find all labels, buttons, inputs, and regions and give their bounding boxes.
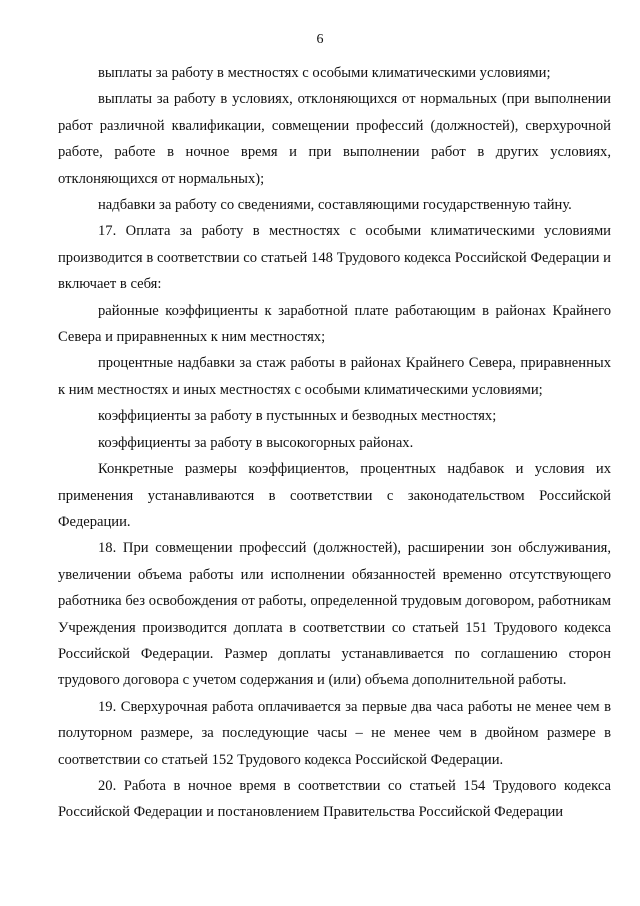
- paragraph-item-20: 20. Работа в ночное время в соответствии со статьей 154 Трудового кодекса Российской Федерации и постановлением Правительства Российской Федерации: [58, 777, 611, 821]
- page-number: 6: [316, 32, 324, 47]
- document-body: [58, 60, 611, 826]
- paragraph-state-secret-allowance: надбавки за работу со сведениями, составляющими государственную тайну.: [98, 197, 572, 214]
- paragraph-regional-coefficients: районные коэффициенты к заработной плате работающим в районах Крайнего Севера и приравненных к ним местностях;: [58, 302, 611, 346]
- paragraph-climatic-payments: выплаты за работу в местностях с особыми климатическими условиями;: [98, 65, 551, 81]
- paragraph-specific-sizes: Конкретные размеры коэффициентов, процентных надбавок и условия их применения устанавливаются в соответствии с законодательством Российской Федерации.: [58, 461, 611, 530]
- paragraph-item-18: 18. При совмещении профессий (должностей), расширении зон обслуживания, увеличении объема работы или исполнении обязанностей временно отсутствующего работника без освобождения от работы, определенной трудовым договором, работникам Учреждения производится доплата в соответствии со статьей 151 Трудового кодекса Российской Федерации. Размер доплаты устанавливается по соглашению сторон трудового договора с учетом содержания и (или) объема дополнительной работы.: [58, 540, 611, 689]
- paragraph-item-17: 17. Оплата за работу в местностях с особыми климатическими условиями производится в соответствии со статьей 148 Трудового кодекса Российской Федерации и включает в себя:: [58, 223, 611, 293]
- paragraph-abnormal-conditions-payments: выплаты за работу в условиях, отклоняющихся от нормальных (при выполнении работ различной квалификации, совмещении профессий (должностей), сверхурочной работе, работе в ночное время и при выполнении работ в других условиях, отклоняющихся от нормальных);: [58, 91, 611, 187]
- paragraph-percentage-allowances: процентные надбавки за стаж работы в районах Крайнего Севера, приравненных к ним местностях и иных местностях с особыми климатическими условиями;: [58, 355, 611, 398]
- paragraph-desert-coefficients: коэффициенты за работу в пустынных и безводных местностях;: [98, 408, 497, 425]
- paragraph-item-19: 19. Сверхурочная работа оплачивается за первые два часа работы не менее чем в полуторном размере, за последующие часы – не менее чем в двойном размере в соответствии со статьей 152 Трудового кодекса Российской Федерации.: [58, 698, 611, 768]
- paragraph-highland-coefficients: коэффициенты за работу в высокогорных районах.: [98, 434, 414, 451]
